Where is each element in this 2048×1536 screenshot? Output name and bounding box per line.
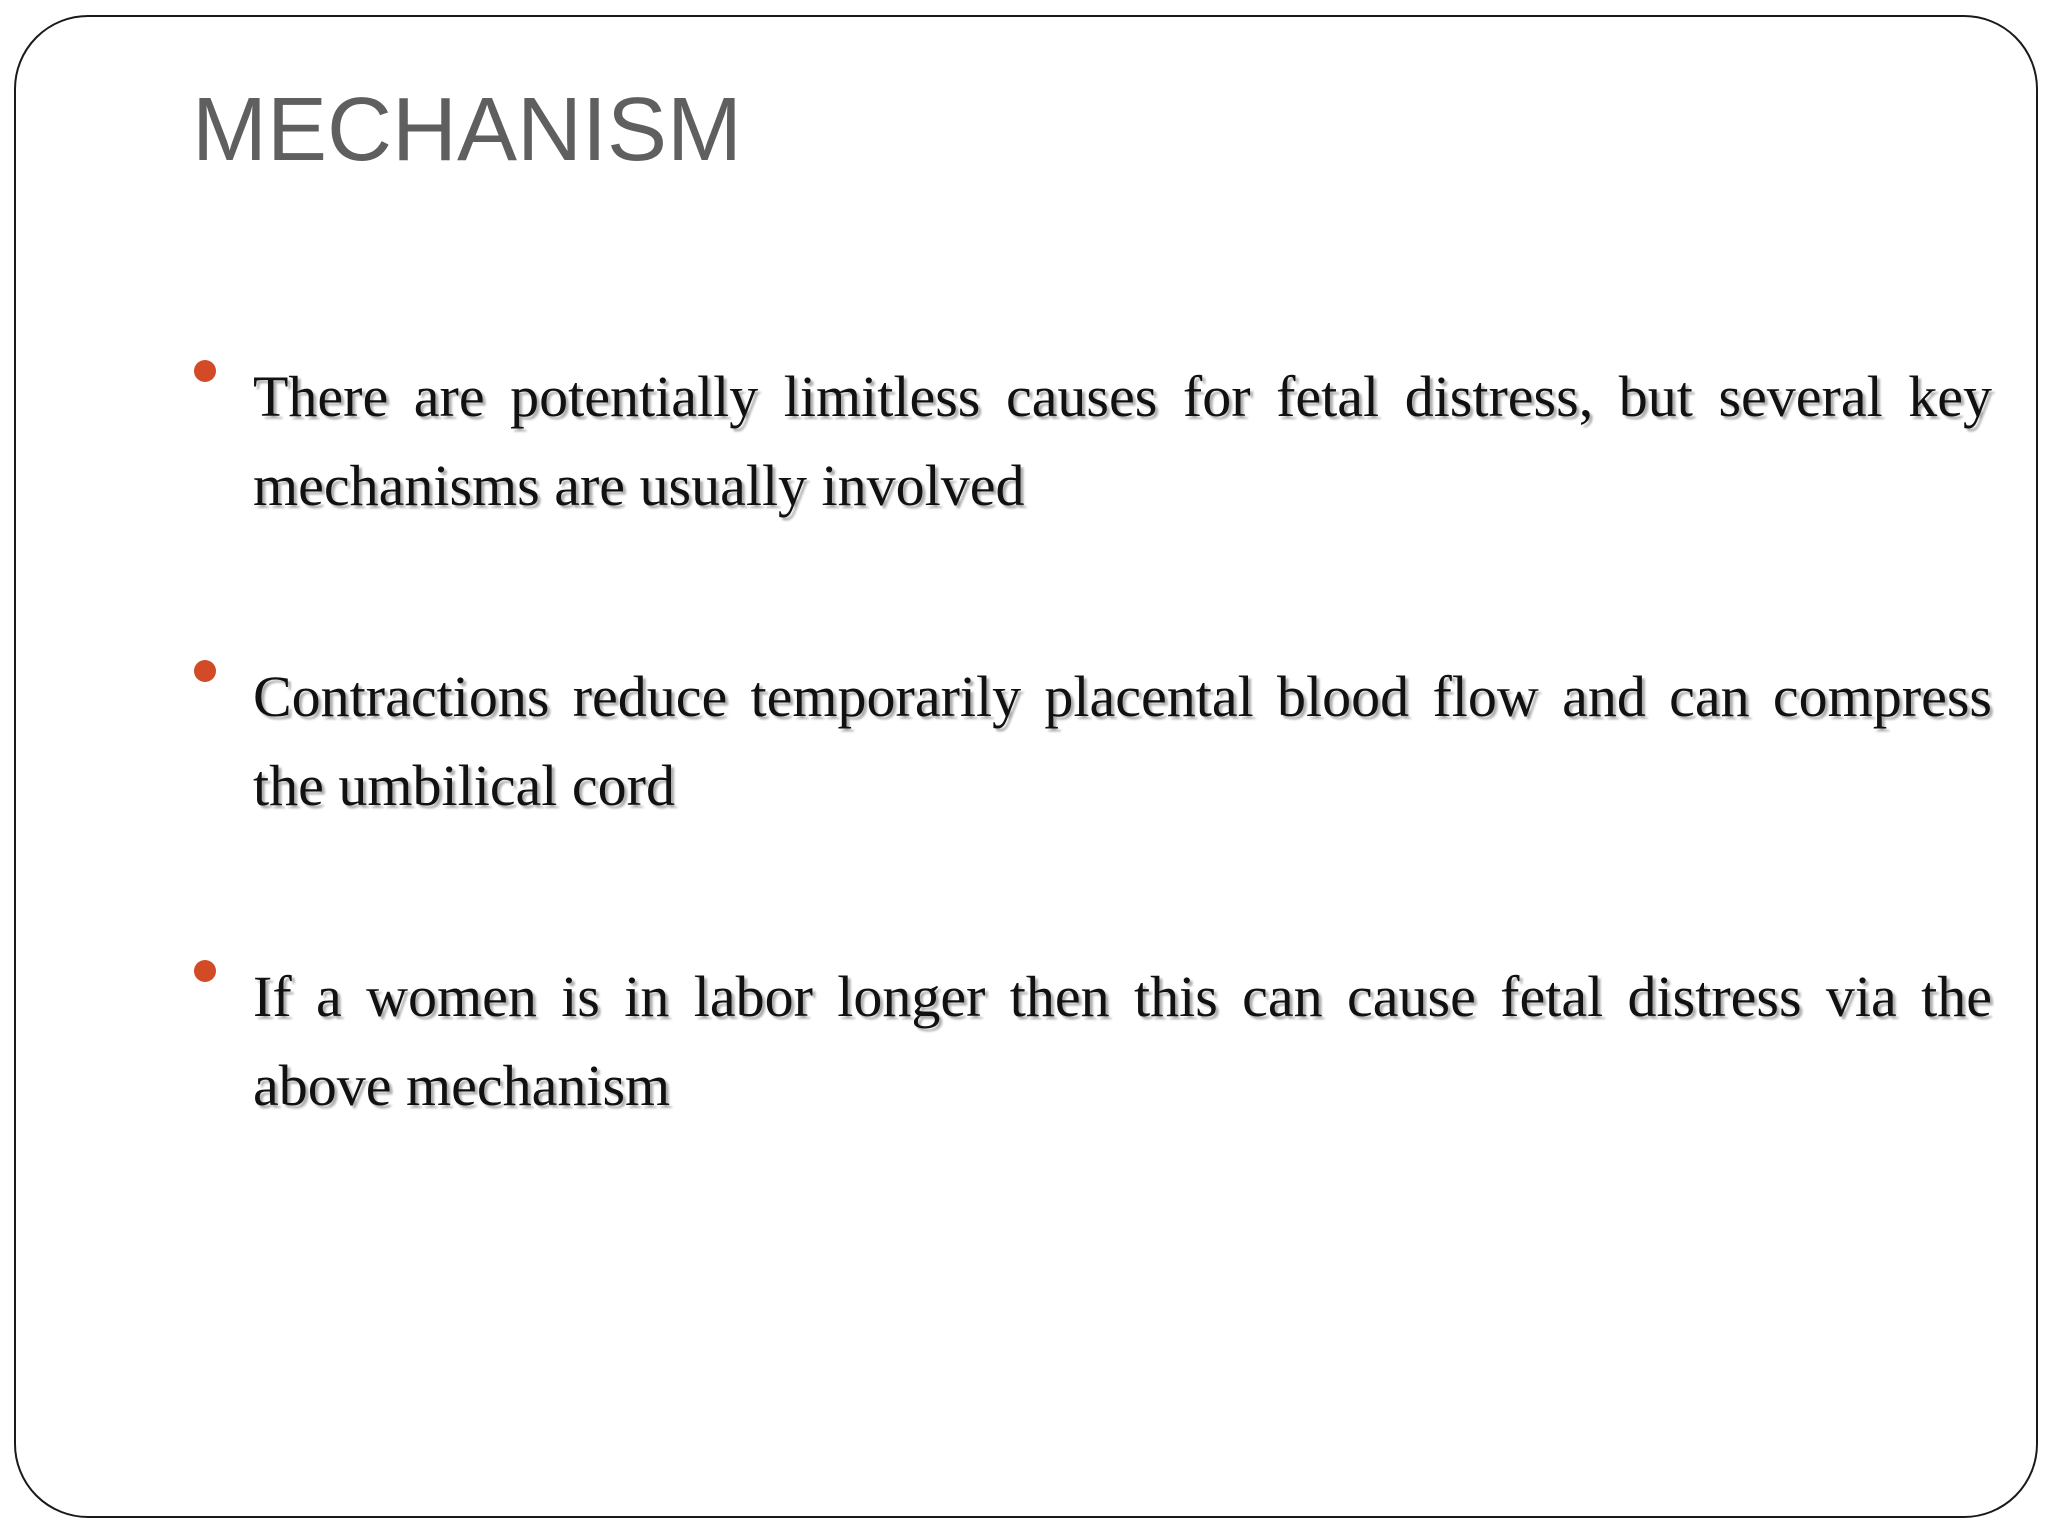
bullet-text: If a women is in labor longer then this can cause fetal distress via the above mechanism [253,964,1992,1118]
bullet-dot-icon [194,960,216,982]
bullet-list [192,352,1992,1252]
slide-title: MECHANISM [192,80,743,180]
bullet-item [192,652,1992,830]
bullet-text: There are potentially limitless causes for fetal distress, but several key mechanisms are usually involved [253,364,1992,518]
slide-frame [14,15,2038,1518]
bullet-dot-icon [194,360,216,382]
bullet-item [192,952,1992,1130]
bullet-item [192,352,1992,530]
bullet-text: Contractions reduce temporarily placental blood flow and can compress the umbilical cord [253,664,1992,818]
bullet-dot-icon [194,660,216,682]
